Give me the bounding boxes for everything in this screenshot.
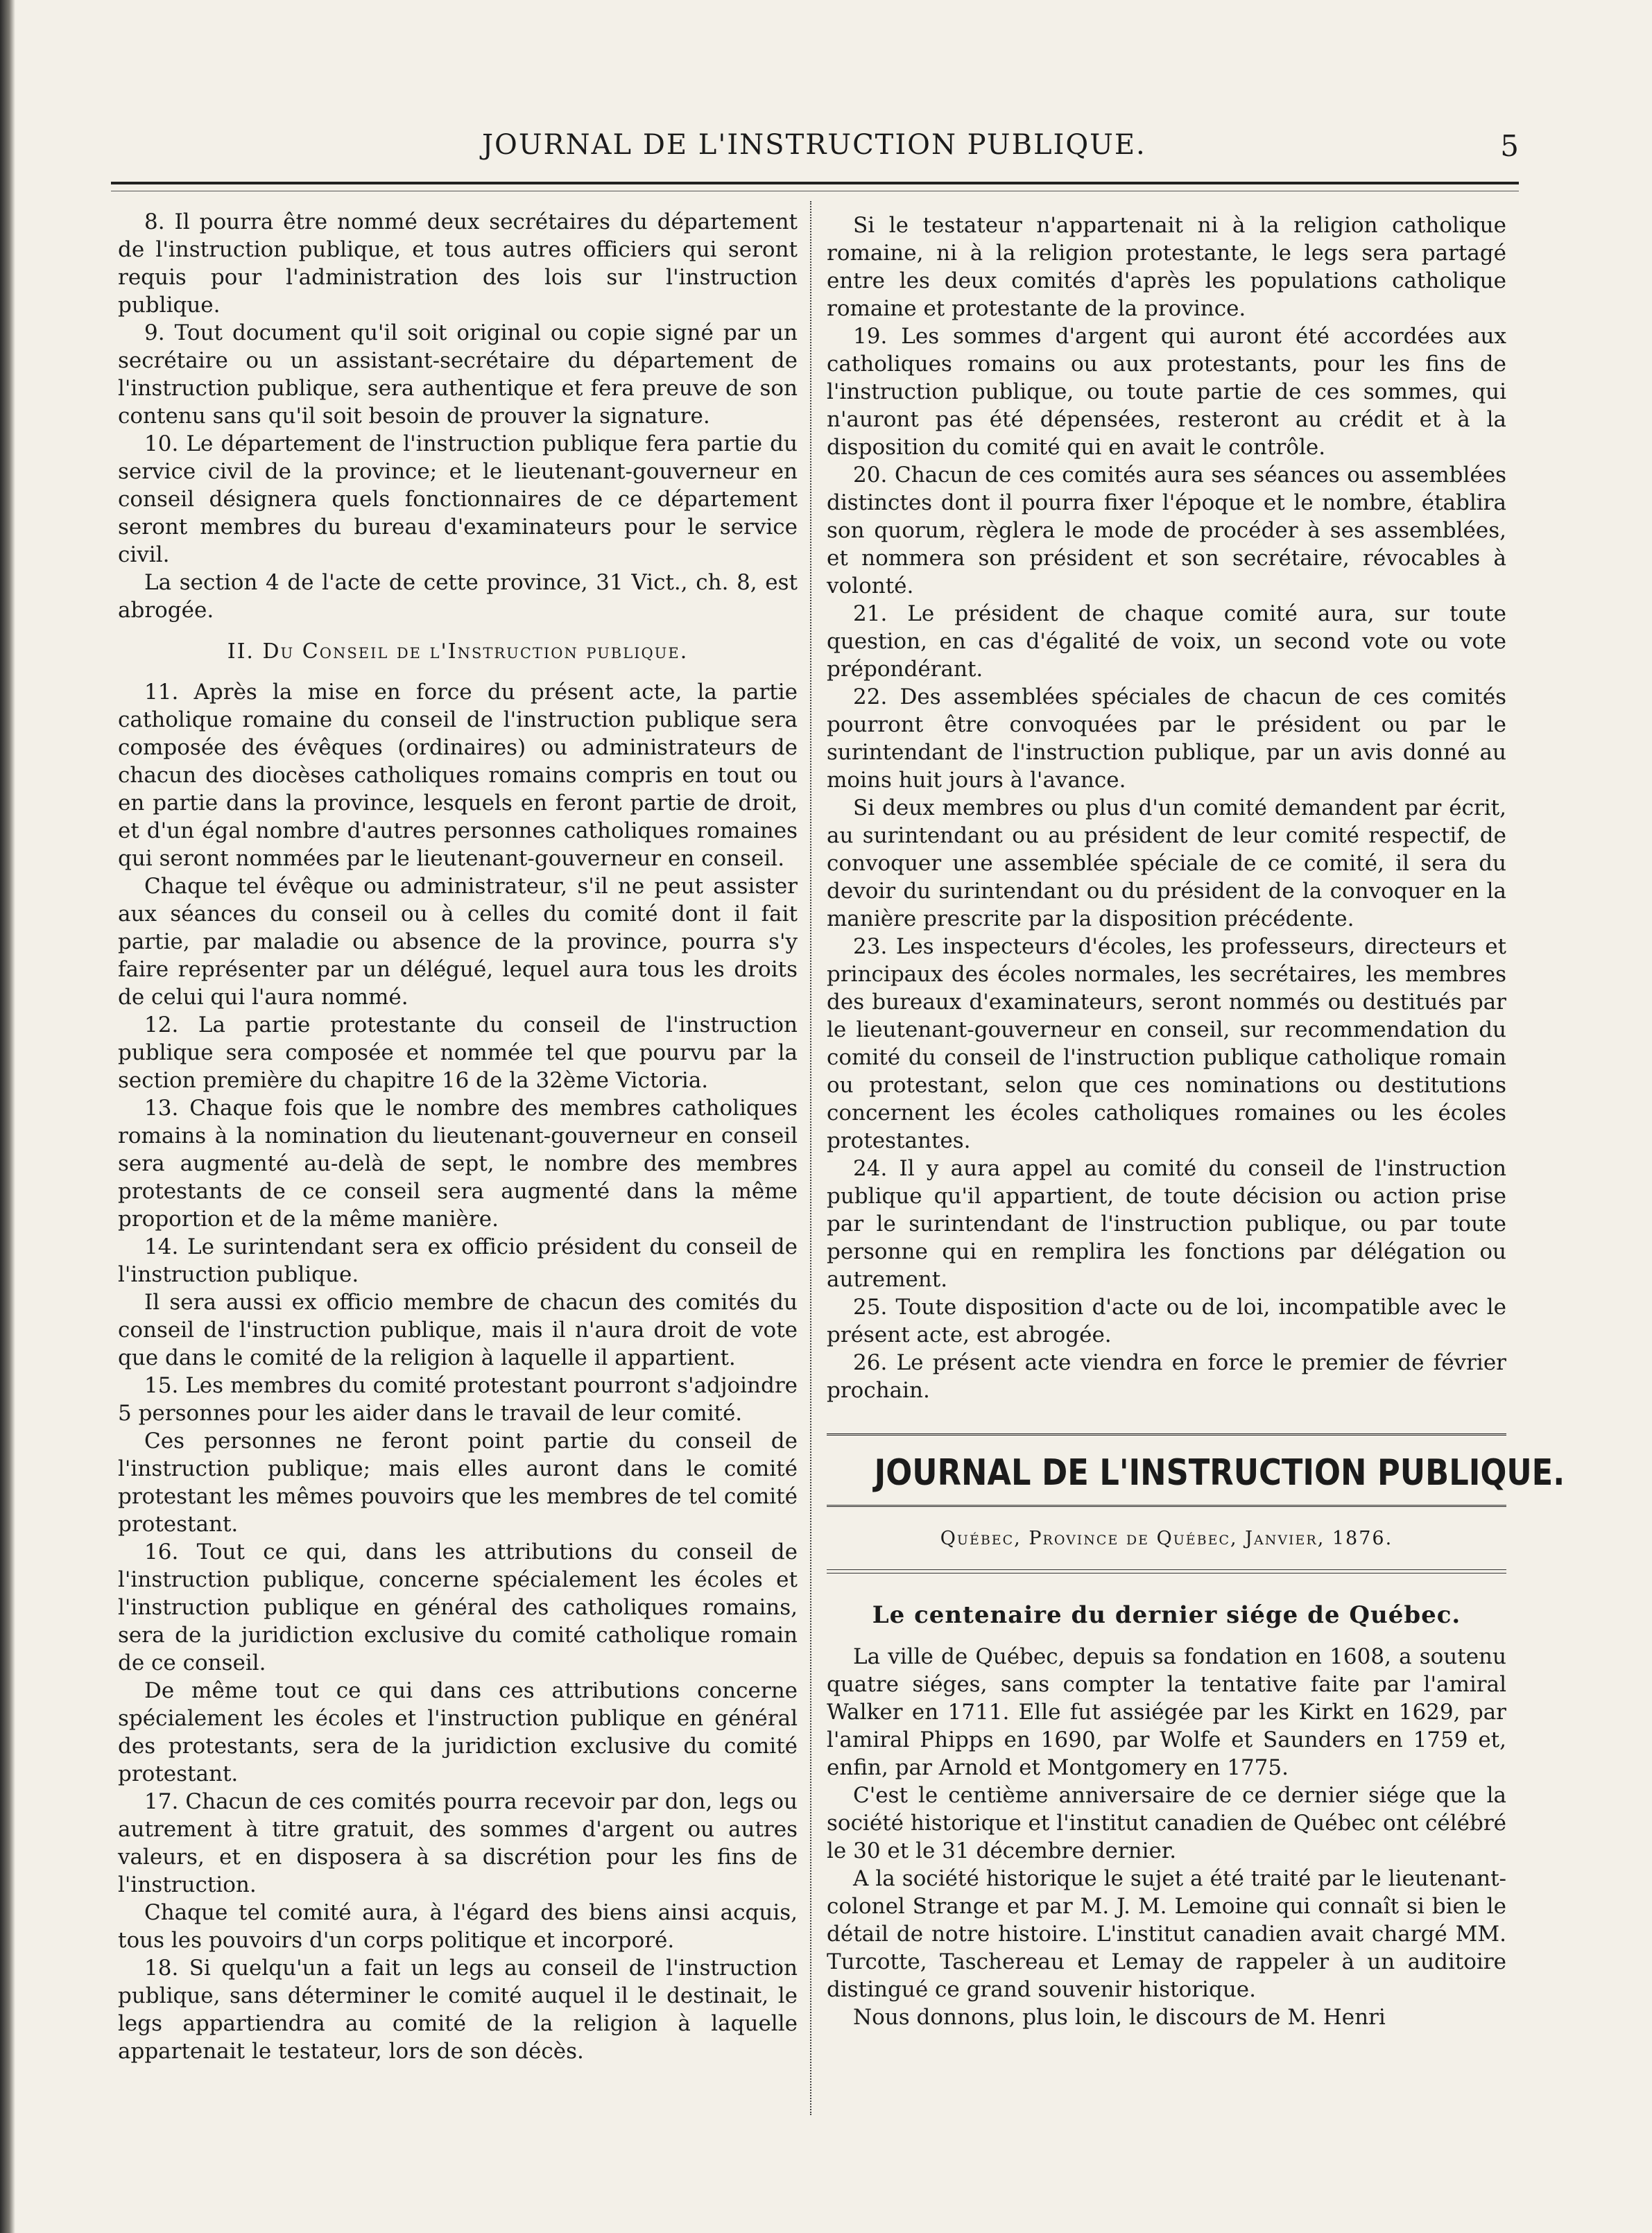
paragraph: 15. Les membres du comité protestant pourront s'adjoindre 5 personnes pour les aider dans le travail de leur comité.: [118, 1373, 798, 1426]
paragraph: 17. Chacun de ces comités pourra recevoir par don, legs ou autrement à titre gratuit, des sommes d'argent ou autres valeurs, et en disposera à sa discrétion pour les fins de l'instruction.: [118, 1789, 798, 1897]
page-number: 5: [1500, 129, 1519, 163]
running-header: [111, 129, 1519, 171]
paragraph: 25. Toute disposition d'acte ou de loi, incompatible avec le présent acte, est abrogée.: [827, 1295, 1506, 1347]
paragraph: 18. Si quelqu'un a fait un legs au conseil de l'instruction publique, sans déterminer le comité auquel il le destinait, le legs appartiendra au comité de la religion à laquelle appartenait le testateur, lors de son décès.: [118, 1956, 798, 2064]
paragraph: 11. Après la mise en force du présent acte, la partie catholique romaine du conseil de l'instruction publique sera composée des évêques (ordinaires) ou administrateurs de chacun des diocèses catholiques romains compris en tout ou en partie dans la province, lesquels en feront partie de droit, et d'un égal nombre d'autres personnes catholiques romaines qui seront nommées par le lieutenant-gouverneur en conseil.: [118, 680, 798, 871]
paragraph: 26. Le présent acte viendra en force le premier de février prochain.: [827, 1350, 1506, 1403]
paragraph: La ville de Québec, depuis sa fondation en 1608, a soutenu quatre siéges, sans compter la tentative faite par l'amiral Walker en 1711. Elle fut assiégée par les Kirkt en 1629, par l'amiral Phipps en 1690, par Wolfe et Saunders en 1759 et, enfin, par Arnold et Montgomery en 1775.: [827, 1644, 1506, 1780]
paragraph: 19. Les sommes d'argent qui auront été accordées aux catholiques romains ou aux protestants, pour les fins de l'instruction publique, ou toute partie de ces sommes, qui n'auront pas été dépensées, resteront au crédit et à la disposition du comité qui en avait le contrôle.: [827, 324, 1506, 460]
paragraph: 16. Tout ce qui, dans les attributions du conseil de l'instruction publique, concerne spécialement les écoles et l'instruction publique en général des catholiques romains, sera de la juridiction exclusive du comité catholique romain de ce conseil.: [118, 1540, 798, 1675]
paragraph: 9. Tout document qu'il soit original ou copie signé par un secrétaire ou un assistant-secrétaire du département de l'instruction publique, sera authentique et fera preuve de son contenu sans qu'il soit besoin de prouver la signature.: [118, 320, 798, 429]
paragraph: 22. Des assemblées spéciales de chacun de ces comités pourront être convoquées par le président ou par le surintendant de l'instruction publique, par un avis donné au moins huit jours à l'avance.: [827, 684, 1506, 793]
paragraph: Chaque tel évêque ou administrateur, s'il ne peut assister aux séances du conseil ou à celles du comité dont il fait partie, par maladie ou absence de la province, pourra s'y faire représenter par un délégué, lequel aura tous les droits de celui qui l'aura nommé.: [118, 874, 798, 1010]
paragraph: 12. La partie protestante du conseil de l'instruction publique sera composée et nommée tel que pourvu par la section première du chapitre 16 de la 32ème Victoria.: [118, 1012, 798, 1093]
article-title: Le centenaire du dernier siége de Québec.: [872, 1601, 1461, 1629]
paragraph: Chaque tel comité aura, à l'égard des biens ainsi acquis, tous les pouvoirs d'un corps politique et incorporé.: [118, 1900, 798, 1953]
paragraph: 13. Chaque fois que le nombre des membres catholiques romains à la nomination du lieutenant-gouverneur en conseil sera augmenté au-delà de sept, le nombre des membres protestants de ce conseil sera augmenté dans la même proportion et de la même manière.: [118, 1096, 798, 1232]
paragraph: Si le testateur n'appartenait ni à la religion catholique romaine, ni à la religion protestante, le legs sera partagé entre les deux comités d'après les populations catholique romaine et protestante de la province.: [827, 213, 1506, 321]
masthead: JOURNAL DE L'INSTRUCTION PUBLIQUE.: [874, 1452, 1565, 1494]
paragraph: 20. Chacun de ces comités aura ses séances ou assemblées distinctes dont il pourra fixer l'époque et le nombre, établira son quorum, règlera le mode de procéder à ses assemblées, et nommera son président et son secrétaire, révocables à volonté.: [827, 463, 1506, 598]
section-heading: II. Du Conseil de l'Instruction publique.: [227, 639, 689, 664]
paragraph: Nous donnons, plus loin, le discours de M. Henri: [853, 2005, 1386, 2030]
left-column: [118, 208, 798, 2065]
paragraph: 24. Il y aura appel au comité du conseil de l'instruction publique qu'il appartient, de toute décision ou action prise par le surintendant de l'instruction publique, ou par toute personne qui en remplira les fonctions par délégation ou autrement.: [827, 1156, 1506, 1292]
paragraph: Si deux membres ou plus d'un comité demandent par écrit, au surintendant ou au président de leur comité respectif, de convoquer une assemblée spéciale de ce comité, il sera du devoir du surintendant ou du président de la convoquer en la manière prescrite par la disposition précédente.: [827, 795, 1506, 931]
column-divider: [810, 201, 811, 2115]
dateline: Québec, Province de Québec, Janvier, 1876.: [940, 1528, 1393, 1549]
paragraph: 21. Le président de chaque comité aura, sur toute question, en cas d'égalité de voix, un second vote ou vote prépondérant.: [827, 601, 1506, 682]
running-title: JOURNAL DE L'INSTRUCTION PUBLIQUE.: [482, 129, 1146, 161]
paragraph: 10. Le département de l'instruction publique fera partie du service civil de la province; et le lieutenant-gouverneur en conseil désignera quels fonctionnaires de ce département seront membres du bureau d'examinateurs pour le service civil.: [118, 431, 798, 567]
paragraph: C'est le centième anniversaire de ce dernier siége que la société historique et l'institut canadien de Québec ont célébré le 30 et le 31 décembre dernier.: [827, 1783, 1506, 1863]
dateline-rule-2: [827, 1573, 1506, 1574]
paragraph: 8. Il pourra être nommé deux secrétaires du département de l'instruction publique, et tous autres officiers qui seront requis pour l'administration des lois sur l'instruction publique.: [118, 209, 798, 318]
paragraph: La section 4 de l'acte de cette province, 31 Vict., ch. 8, est abrogée.: [118, 570, 798, 623]
masthead-rule-top: [827, 1433, 1506, 1436]
paragraph: 14. Le surintendant sera ex officio président du conseil de l'instruction publique.: [118, 1234, 798, 1287]
paragraph: 23. Les inspecteurs d'écoles, les professeurs, directeurs et principaux des écoles normales, les secrétaires, les membres des bureaux d'examinateurs, seront nommés ou destitués par le lieutenant-gouverneur en conseil, sur recommendation du comité du conseil de l'instruction publique catholique romain ou protestant, selon que ces nominations ou destitutions concernent les écoles catholiques romaines ou les écoles protestantes.: [827, 934, 1506, 1153]
paragraph: Ces personnes ne feront point partie du conseil de l'instruction publique; mais elles auront dans le comité protestant les mêmes pouvoirs que les membres de tel comité protestant.: [118, 1429, 798, 1537]
masthead-rule-bottom: [827, 1505, 1506, 1507]
paragraph: Il sera aussi ex officio membre de chacun des comités du conseil de l'instruction publique, mais il n'aura droit de vote que dans le comité de la religion à laquelle il appartient.: [118, 1290, 798, 1370]
dateline-rule: [827, 1569, 1506, 1570]
header-rule: [111, 182, 1519, 184]
right-column: [827, 212, 1565, 2031]
paragraph: A la société historique le sujet a été traité par le lieutenant-colonel Strange et par M. J. M. Lemoine qui connaît si bien le détail de notre histoire. L'institut canadien avait chargé MM. Turcotte, Taschereau et Lemay de rappeler à un auditoire distingué ce grand souvenir historique.: [827, 1866, 1506, 2002]
paragraph: De même tout ce qui dans ces attributions concerne spécialement les écoles et l'instruction publique en général des protestants, sera de la juridiction exclusive du comité protestant.: [118, 1678, 798, 1786]
binding-edge: [0, 0, 15, 2233]
